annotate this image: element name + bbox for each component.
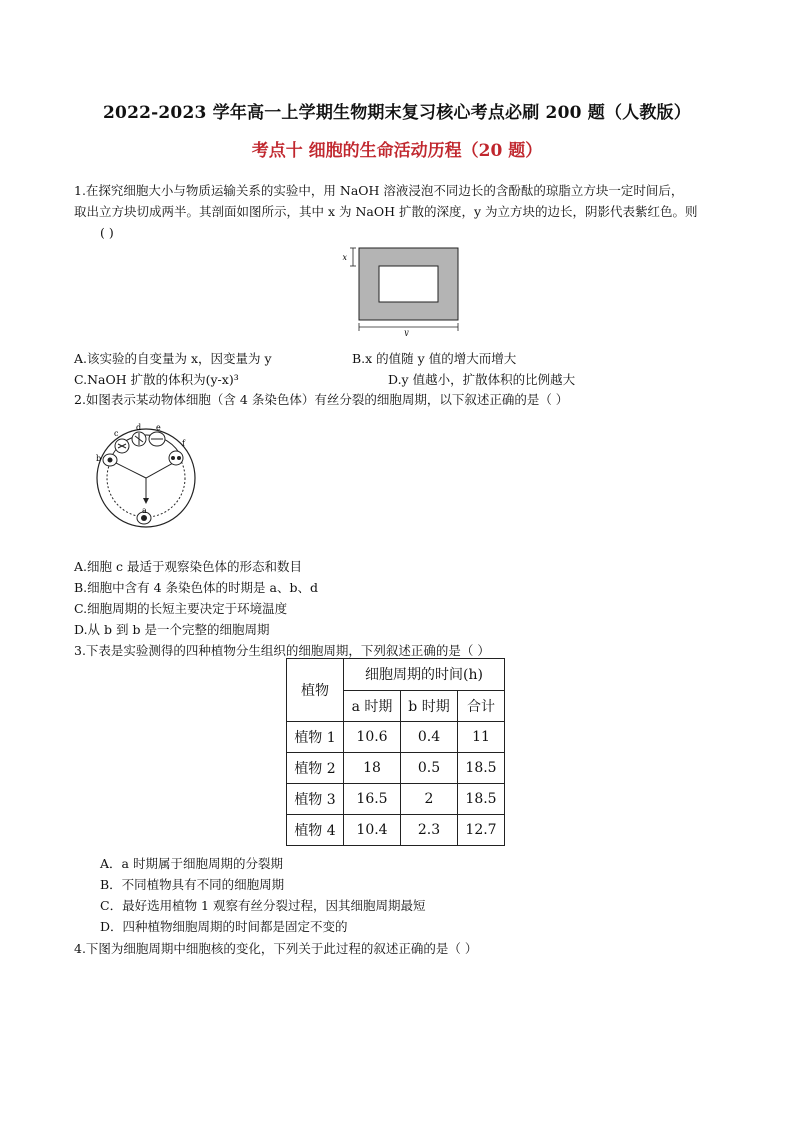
q2-option-c[interactable]: C.细胞周期的长短主要决定于环境温度 — [74, 601, 288, 616]
q3-cell-cycle-table — [286, 658, 505, 846]
table-cell-a: 16.5 — [344, 784, 401, 815]
table-cell-total: 18.5 — [458, 784, 505, 815]
q2-label-c: c — [114, 429, 119, 438]
table-cell-plant: 植物 4 — [287, 815, 344, 846]
q1-cube-section-figure — [334, 244, 464, 336]
q3-option-b[interactable]: B．不同植物具有不同的细胞周期 — [100, 877, 285, 892]
q2-label-e: e — [156, 423, 161, 432]
table-row — [287, 722, 505, 753]
table-cell-plant: 植物 3 — [287, 784, 344, 815]
q1-option-d[interactable]: D.y 值越小，扩散体积的比例越大 — [388, 372, 576, 387]
table-header-b-phase: b 时期 — [401, 690, 458, 722]
q1-label-y: y — [404, 328, 409, 336]
q1-white-core — [379, 266, 438, 302]
q2-option-d[interactable]: D.从 b 到 b 是一个完整的细胞周期 — [74, 622, 270, 637]
q3-option-d[interactable]: D．四种植物细胞周期的时间都是固定不变的 — [100, 919, 348, 934]
table-cell-total: 18.5 — [458, 753, 505, 784]
q3-stem: 3.下表是实验测得的四种植物分生组织的细胞周期，下列叙述正确的是（ ） — [74, 643, 490, 658]
section-subtitle: 考点十 细胞的生命活动历程（20 题） — [251, 141, 543, 161]
q1-stem-line1: 1.在探究细胞大小与物质运输关系的实验中，用 NaOH 溶液浸泡不同边长的含酚酞的琼脂立方块一定时间后， — [74, 183, 684, 198]
q2-stem: 2.如图表示某动物体细胞（含 4 条染色体）有丝分裂的细胞周期，以下叙述正确的是（ ） — [74, 392, 569, 407]
q1-label-x: x — [342, 253, 347, 262]
q3-option-c[interactable]: C．最好选用植物 1 观察有丝分裂过程，因其细胞周期最短 — [100, 898, 426, 913]
table-cell-b: 0.4 — [401, 722, 458, 753]
q2-cell-cycle-figure — [90, 422, 200, 532]
table-cell-b: 2.3 — [401, 815, 458, 846]
table-header-plant: 植物 — [287, 659, 344, 722]
q4-stem: 4.下图为细胞周期中细胞核的变化，下列关于此过程的叙述正确的是（ ） — [74, 941, 478, 956]
q2-label-f: f — [182, 439, 185, 448]
q1-option-b[interactable]: B.x 的值随 y 值的增大而增大 — [352, 351, 517, 366]
table-row — [287, 784, 505, 815]
q2-option-b[interactable]: B.细胞中含有 4 条染色体的时期是 a、b、d — [74, 580, 318, 595]
q2-label-a: a — [142, 506, 147, 515]
q1-answer-bracket: ( ) — [100, 225, 114, 240]
page-title: 2022-2023 学年高一上学期生物期末复习核心考点必刷 200 题（人教版） — [103, 103, 691, 123]
q1-stem-line2: 取出立方块切成两半。其剖面如图所示，其中 x 为 NaOH 扩散的深度，y 为立方块的边长，阴影代表紫红色。则 — [74, 204, 698, 219]
table-cell-plant: 植物 2 — [287, 753, 344, 784]
table-cell-plant: 植物 1 — [287, 722, 344, 753]
table-row — [287, 815, 505, 846]
table-cell-b: 2 — [401, 784, 458, 815]
table-cell-b: 0.5 — [401, 753, 458, 784]
q2-label-b: b — [96, 454, 102, 463]
q1-option-a[interactable]: A.该实验的自变量为 x，因变量为 y — [74, 351, 272, 366]
table-cell-total: 12.7 — [458, 815, 505, 846]
table-header-a-phase: a 时期 — [344, 690, 401, 722]
table-header-cycle-time: 细胞周期的时间(h) — [344, 659, 505, 691]
q3-option-a[interactable]: A．a 时期属于细胞周期的分裂期 — [100, 856, 283, 871]
table-cell-a: 10.4 — [344, 815, 401, 846]
q2-label-d: d — [136, 423, 142, 432]
q1-option-c[interactable]: C.NaOH 扩散的体积为(y-x)³ — [74, 372, 239, 387]
table-cell-total: 11 — [458, 722, 505, 753]
table-header-total: 合计 — [458, 690, 505, 722]
table-cell-a: 10.6 — [344, 722, 401, 753]
table-row — [287, 753, 505, 784]
q2-option-a[interactable]: A.细胞 c 最适于观察染色体的形态和数目 — [74, 559, 302, 574]
table-cell-a: 18 — [344, 753, 401, 784]
